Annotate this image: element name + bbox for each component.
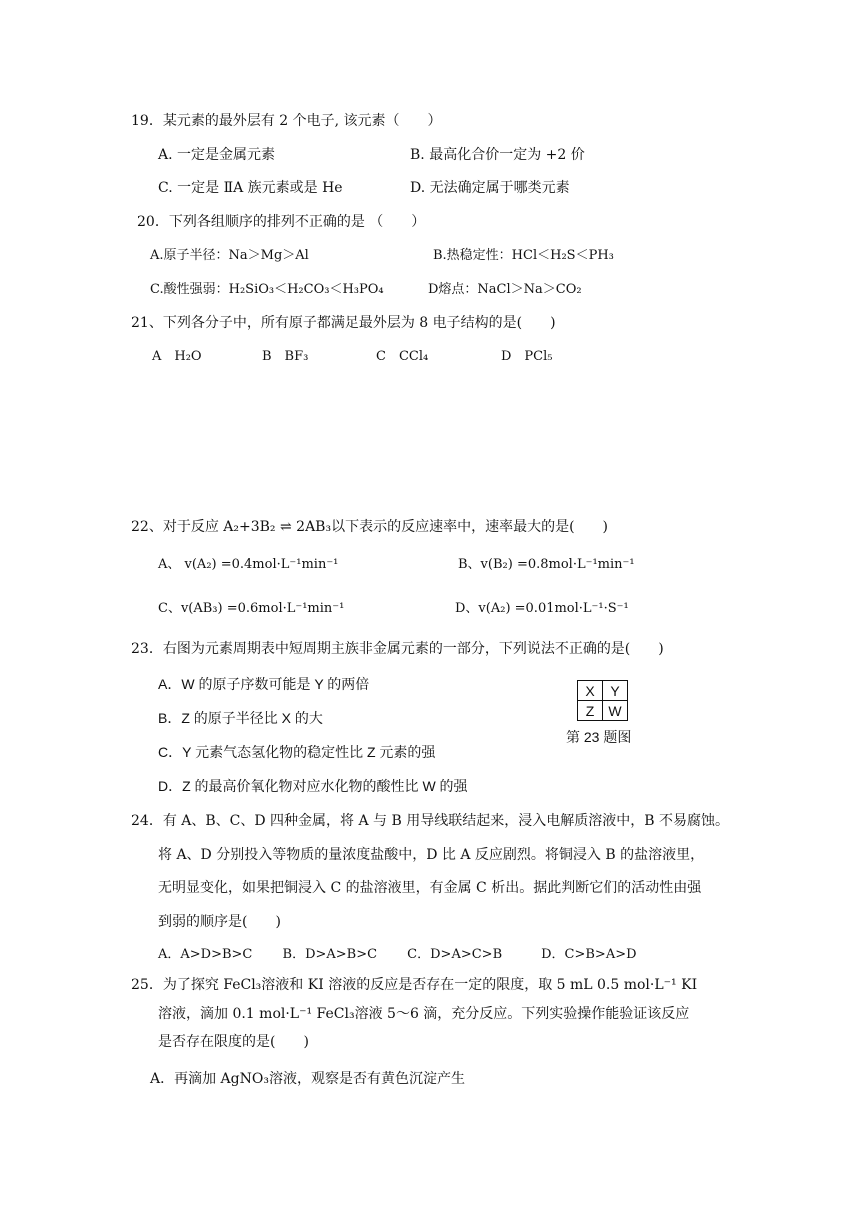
q24-line-2: 将 A、D 分别投入等物质的量浓度盐酸中，D 比 A 反应剧烈。将铜浸入 B 的盐溶液里， [158, 847, 705, 863]
q20-option-c: C.酸性强弱：H₂SiO₃＜H₂CO₃＜H₃PO₄ [150, 282, 384, 297]
grid-cell-y: Y [603, 681, 628, 701]
grid-cell-x: X [578, 681, 603, 701]
q19-option-d: D. 无法确定属于哪类元素 [410, 180, 570, 196]
q20-option-a: A.原子半径：Na＞Mg＞Al [150, 248, 309, 263]
q23-stem: 23．右图为元素周期表中短周期主族非金属元素的一部分，下列说法不正确的是( ) [131, 641, 664, 657]
q21-option-a: A H₂O [152, 349, 202, 364]
q23-option-b: B．Z 的原子半径比 X 的大 [158, 710, 323, 726]
q24-options: A．A>D>B>C B．D>A>B>C C．D>A>C>B D．C>B>A>D [158, 947, 637, 962]
q23-option-d: D．Z 的最高价氧化物对应水化物的酸性比 W 的强 [158, 778, 468, 794]
q23-option-a: A．W 的原子序数可能是 Y 的两倍 [158, 676, 370, 692]
q22-stem: 22、对于反应 A₂+3B₂ ⇌ 2AB₃以下表示的反应速率中，速率最大的是( ) [131, 519, 608, 535]
grid-cell-z: Z [578, 701, 603, 721]
q20-stem: 20．下列各组顺序的排列不正确的是 （ ） [137, 214, 426, 230]
q20-option-b: B.热稳定性：HCl＜H₂S＜PH₃ [433, 248, 614, 263]
periodic-table-fragment [577, 680, 628, 721]
q25-line-3: 是否存在限度的是( ) [158, 1034, 309, 1050]
q19-option-b: B. 最高化合价一定为 +2 价 [410, 147, 585, 163]
q22-option-c: C、v(AB₃) =0.6mol·L⁻¹min⁻¹ [158, 601, 345, 616]
q23-option-c: C．Y 元素气态氢化物的稳定性比 Z 元素的强 [158, 744, 436, 760]
q21-option-b: B BF₃ [262, 349, 309, 364]
q21-option-d: D PCl₅ [501, 349, 553, 364]
q19-stem: 19．某元素的最外层有 2 个电子, 该元素（ ） [131, 113, 442, 129]
grid-cell-w: W [603, 701, 628, 721]
q21-option-c: C CCl₄ [376, 349, 429, 364]
q22-option-b: B、v(B₂) =0.8mol·L⁻¹min⁻¹ [458, 557, 635, 572]
q22-option-a: A、 v(A₂) =0.4mol·L⁻¹min⁻¹ [158, 557, 339, 572]
q25-line-2: 溶液，滴加 0.1 mol·L⁻¹ FeCl₃溶液 5～6 滴，充分反应。下列实验操作能验证该反应 [158, 1006, 690, 1022]
q19-option-a: A. 一定是金属元素 [158, 147, 276, 163]
figure-caption: 第 23 题图 [566, 729, 632, 745]
q19-option-c: C. 一定是 ⅡA 族元素或是 He [158, 180, 343, 196]
q21-stem: 21、下列各分子中，所有原子都满足最外层为 8 电子结构的是( ) [131, 315, 556, 331]
q22-option-d: D、v(A₂) =0.01mol·L⁻¹·S⁻¹ [455, 601, 629, 616]
q24-line-1: 24．有 A、B、C、D 四种金属，将 A 与 B 用导线联结起来，浸入电解质溶液中，B 不易腐蚀。 [131, 813, 729, 829]
q24-line-4: 到弱的顺序是( ) [158, 914, 281, 930]
q24-line-3: 无明显变化，如果把铜浸入 C 的盐溶液里，有金属 C 析出。据此判断它们的活动性由强 [158, 880, 702, 896]
q20-option-d: D熔点：NaCl＞Na＞CO₂ [428, 282, 582, 297]
q25-line-1: 25．为了探究 FeCl₃溶液和 KI 溶液的反应是否存在一定的限度，取 5 mL 0.5 mol·L⁻¹ KI [131, 977, 698, 993]
q25-option-a: A．再滴加 AgNO₃溶液，观察是否有黄色沉淀产生 [150, 1071, 465, 1087]
